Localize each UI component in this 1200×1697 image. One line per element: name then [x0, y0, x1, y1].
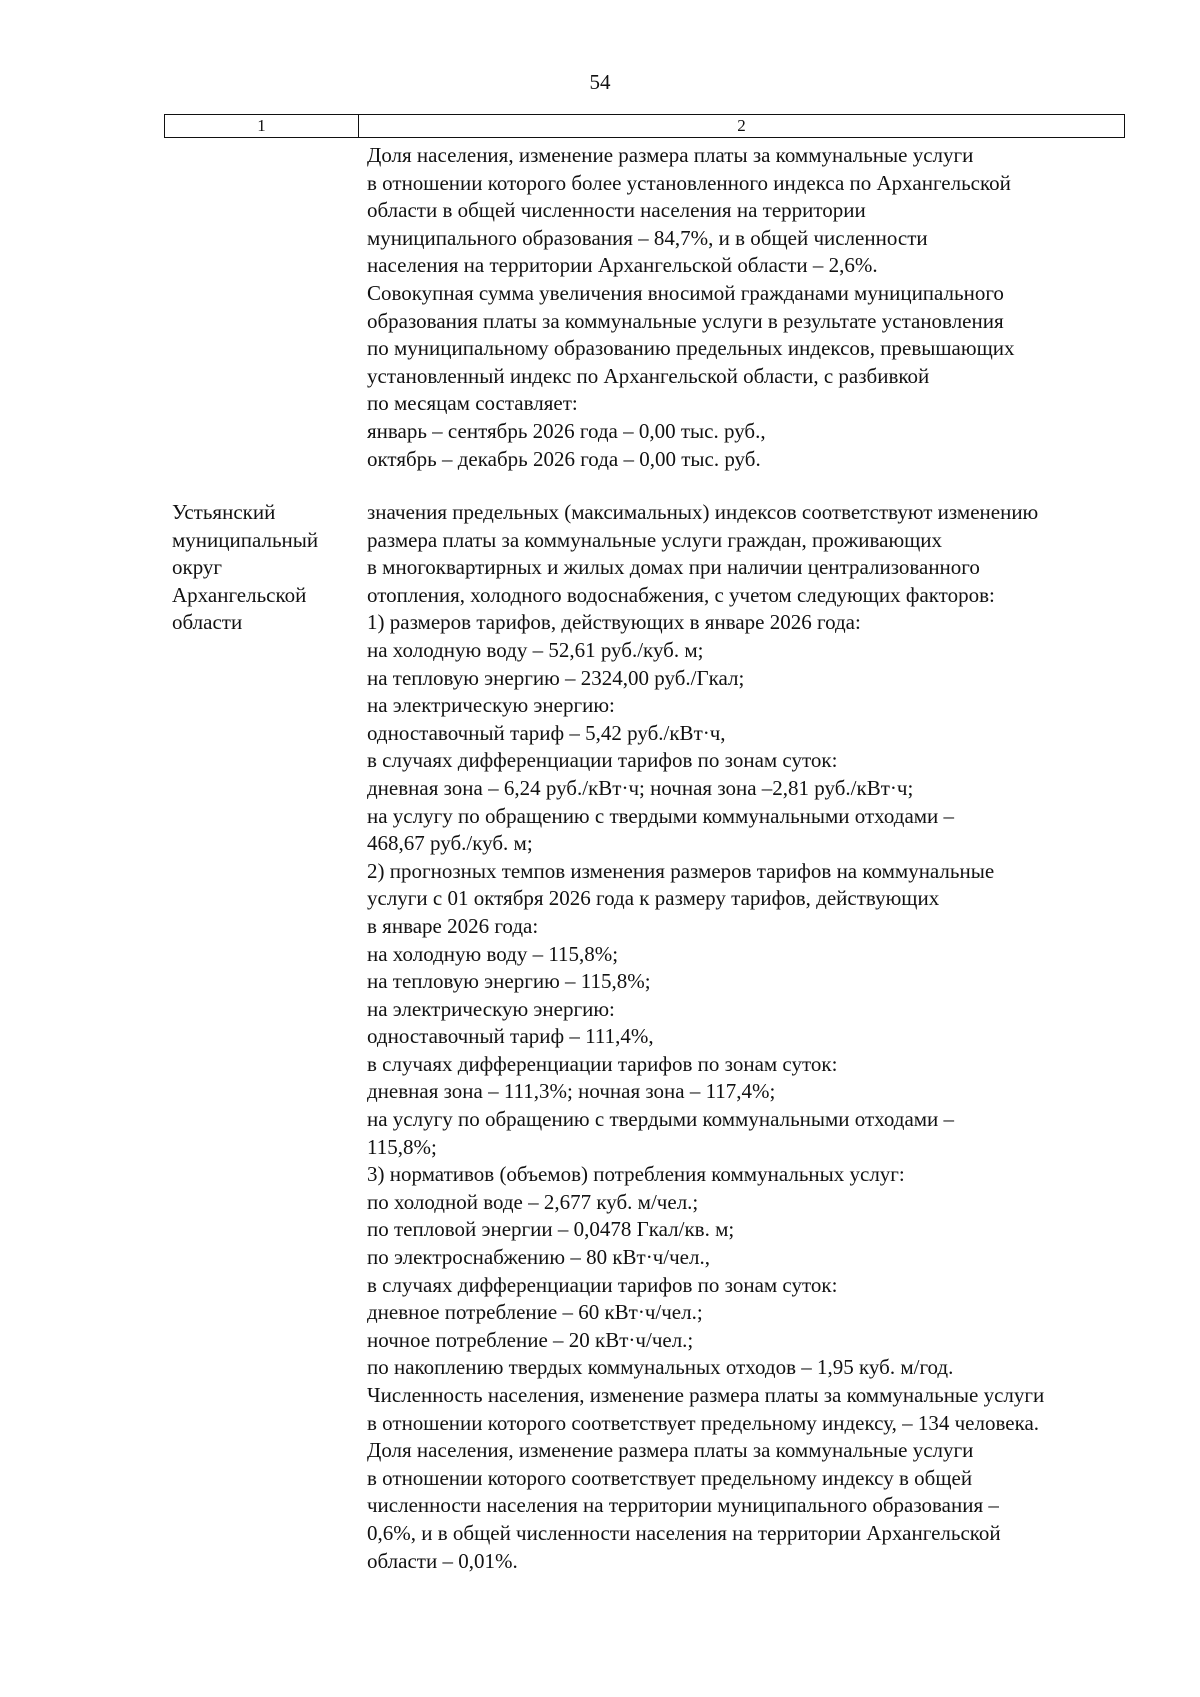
text-line: населения на территории Архангельской области – 2,6%.	[367, 253, 878, 278]
text-line: в январе 2026 года:	[367, 913, 539, 938]
text-line: на электрическую энергию:	[367, 996, 615, 1021]
text-line: октябрь – декабрь 2026 года – 0,00 тыс. руб.	[367, 446, 761, 471]
text-line: 115,8%;	[367, 1134, 437, 1159]
region-line: Архангельской	[172, 582, 307, 607]
text-line: Численность населения, изменение размера платы за коммунальные услуги	[367, 1383, 1045, 1407]
text-line: на холодную воду – 52,61 руб./куб. м;	[367, 637, 704, 662]
column-1-header: 1	[165, 115, 359, 137]
text-line: услуги с 01 октября 2026 года к размеру тарифов, действующих	[367, 886, 940, 911]
text-line: в случаях дифференциации тарифов по зонам суток:	[367, 748, 838, 773]
text-line: численности населения на территории муниципального образования –	[367, 1493, 999, 1518]
text-line: 468,67 руб./куб. м;	[367, 831, 533, 856]
text-line: размера платы за коммунальные услуги граждан, проживающих	[367, 527, 943, 552]
text-line: одноставочный тариф – 5,42 руб./кВт·ч,	[367, 720, 726, 745]
text-line: январь – сентябрь 2026 года – 0,00 тыс. руб.,	[367, 418, 766, 443]
text-line: 1) размеров тарифов, действующих в январе 2026 года:	[367, 610, 861, 635]
text-line: Доля населения, изменение размера платы за коммунальные услуги	[367, 143, 974, 167]
text-line: по холодной воде – 2,677 куб. м/чел.;	[367, 1189, 699, 1214]
column-2-header: 2	[737, 116, 746, 135]
text-line: на холодную воду – 115,8%;	[367, 941, 619, 966]
text-line: дневная зона – 111,3%; ночная зона – 117,4%;	[367, 1079, 776, 1104]
previous-region-text	[367, 142, 1137, 473]
text-line: 0,6%, и в общей численности населения на территории Архангельской	[367, 1520, 1001, 1545]
text-line: области – 0,01%.	[367, 1548, 518, 1573]
text-line: на электрическую энергию:	[367, 693, 615, 718]
region-name	[172, 499, 362, 637]
text-line: по месяцам составляет:	[367, 391, 578, 416]
page-number: 54	[589, 70, 611, 94]
text-line: ночное потребление – 20 кВт·ч/чел.;	[367, 1327, 694, 1352]
text-line: по муниципальному образованию предельных индексов, превышающих	[367, 336, 1015, 361]
text-line: дневная зона – 6,24 руб./кВт·ч; ночная зона –2,81 руб./кВт·ч;	[367, 775, 914, 800]
text-line: на тепловую энергию – 115,8%;	[367, 969, 651, 994]
text-line: по накоплению твердых коммунальных отходов – 1,95 куб. м/год.	[367, 1355, 954, 1380]
region-details-text	[367, 499, 1137, 1575]
text-line: муниципального образования – 84,7%, и в общей численности	[367, 225, 928, 250]
text-line: по электроснабжению – 80 кВт·ч/чел.,	[367, 1245, 710, 1270]
text-line: в случаях дифференциации тарифов по зонам суток:	[367, 1272, 838, 1297]
text-line: на тепловую энергию – 2324,00 руб./Гкал;	[367, 665, 745, 690]
text-line: на услугу по обращению с твердыми коммунальными отходами –	[367, 1107, 955, 1132]
text-line: отопления, холодного водоснабжения, с учетом следующих факторов:	[367, 582, 995, 607]
text-line: по тепловой энергии – 0,0478 Гкал/кв. м;	[367, 1217, 735, 1242]
region-line: области	[172, 610, 243, 635]
text-line: в отношении которого соответствует предельному индексу в общей	[367, 1465, 973, 1490]
text-line: одноставочный тариф – 111,4%,	[367, 1024, 654, 1049]
region-line: округ	[172, 555, 223, 580]
region-line: муниципальный	[172, 527, 319, 552]
region-line: Устьянский	[172, 500, 276, 524]
text-line: образования платы за коммунальные услуги в результате установления	[367, 308, 1004, 333]
text-line: Доля населения, изменение размера платы за коммунальные услуги	[367, 1438, 974, 1463]
text-line: в многоквартирных и жилых домах при наличии централизованного	[367, 555, 980, 580]
text-line: в отношении которого соответствует предельному индексу, – 134 человека.	[367, 1410, 1040, 1435]
text-line: в отношении которого более установленного индекса по Архангельской	[367, 170, 1011, 195]
text-line: 3) нормативов (объемов) потребления коммунальных услуг:	[367, 1162, 905, 1187]
text-line: установленный индекс по Архангельской области, с разбивкой	[367, 363, 930, 388]
text-line: на услугу по обращению с твердыми коммунальными отходами –	[367, 803, 955, 828]
text-line: области в общей численности населения на территории	[367, 198, 866, 223]
text-line: дневное потребление – 60 кВт·ч/чел.;	[367, 1300, 703, 1325]
text-line: в случаях дифференциации тарифов по зонам суток:	[367, 1051, 838, 1076]
text-line: Совокупная сумма увеличения вносимой гражданами муниципального	[367, 280, 1004, 305]
table-column-header	[164, 114, 1125, 138]
text-line: 2) прогнозных темпов изменения размеров тарифов на коммунальные	[367, 858, 995, 883]
text-line: значения предельных (максимальных) индексов соответствуют изменению	[367, 500, 1039, 524]
